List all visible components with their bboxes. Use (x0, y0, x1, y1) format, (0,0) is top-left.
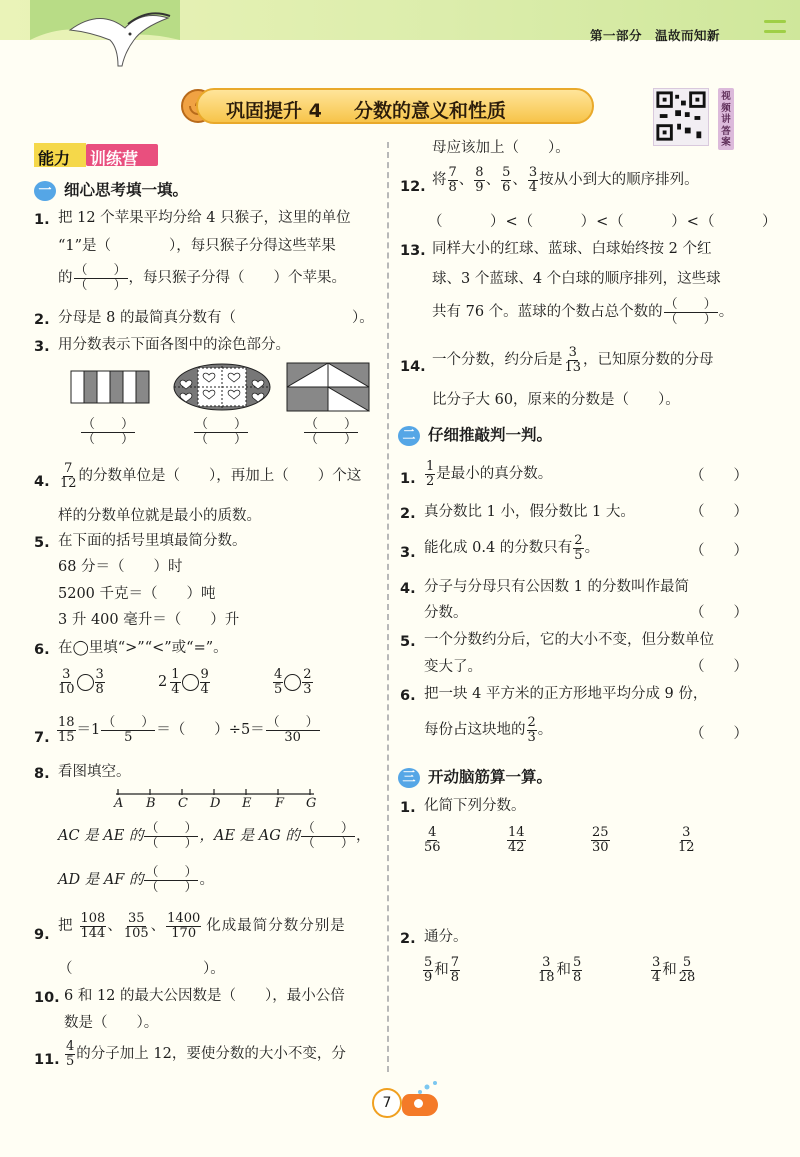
q14-text: ，已知原分数的分母 (583, 351, 714, 368)
fraction: 3 4 (528, 165, 538, 195)
equals: ＝1 (76, 721, 101, 738)
simplify-fraction: 3 12 (678, 825, 695, 855)
ability-label: 能力 (34, 143, 86, 167)
q13-text: 。 (718, 303, 734, 320)
q4-number: 4. (34, 474, 50, 490)
section-title: 细心思考填一填。 (64, 181, 189, 199)
q13-line2: 球、3 个蓝球、4 个白球的顺序排列，这些球 (432, 271, 721, 287)
q14-line1 (432, 346, 714, 374)
judge-5-number: 5. (400, 634, 416, 650)
q12-answer-line[interactable]: （ ）<（ ）<（ ）<（ ） (428, 214, 778, 230)
q12-text: 按从小到大的顺序排列。 (539, 171, 699, 188)
judge-3-number: 3. (400, 545, 416, 561)
section-title: 仔细推敲判一判。 (428, 426, 553, 444)
section-number: 三 (398, 768, 420, 788)
simplify-fraction: 14 42 (508, 825, 525, 855)
q5-item-a: 68 分＝（ ）时 (58, 559, 183, 575)
q6-text: 在◯里填“>”“<”或“=”。 (58, 640, 228, 656)
section-number: 二 (398, 426, 420, 446)
calc-1-number: 1. (400, 800, 416, 816)
judge-6-statement-cont (424, 716, 552, 744)
striped-rectangle-figure (70, 370, 150, 404)
judge-6-number: 6. (400, 688, 416, 704)
q10-line2: 数是（ ）。 (64, 1015, 159, 1031)
calc-1-text: 化简下列分数。 (424, 798, 526, 814)
qr-code-icon[interactable] (653, 88, 709, 146)
q14-number: 14. (400, 359, 426, 375)
answer-fraction-blank[interactable]: （ ） （ ） (145, 865, 198, 895)
q12-text: 将 (432, 171, 447, 188)
equals: ＝（ ）÷5＝ (156, 721, 265, 738)
page-number: 7 (372, 1088, 402, 1118)
judge-text: 。 (537, 721, 553, 738)
q8-text: AC 是 AE 的 (58, 827, 144, 844)
fraction: 5 9 (424, 955, 433, 985)
fraction: 4 5 (274, 667, 283, 697)
fraction: 9 4 (200, 667, 209, 697)
answer-fraction-blank[interactable]: （ ） （ ） (664, 297, 717, 327)
judge-4-statement-cont: 分数。 (424, 605, 468, 621)
q11-line1 (64, 1040, 346, 1068)
q8-text: ， (355, 827, 371, 844)
q5-number: 5. (34, 535, 50, 551)
answer-fraction-blank[interactable]: （ ） 5 (102, 715, 155, 745)
point-label: F (275, 796, 285, 811)
section-title: 开动脑筋算一算。 (428, 768, 553, 786)
q6-item-2 (158, 668, 211, 696)
fraction: 3 13 (564, 345, 582, 375)
simplify-fraction: 25 30 (592, 825, 609, 855)
fraction: 3 10 (58, 667, 75, 697)
q14-text: 一个分数，约分后是 (432, 351, 563, 368)
q11-number: 11. (34, 1052, 60, 1068)
section-2-heading (398, 423, 552, 446)
fraction: 5 28 (678, 955, 696, 985)
q12-line1 (432, 166, 699, 194)
calc-2-number: 2. (400, 931, 416, 947)
q9-text: 化成最简分数分别是 (206, 917, 346, 934)
judge-4-statement: 分子与分母只有公因数 1 的分数叫作最简 (424, 579, 689, 595)
fraction: 3 8 (95, 667, 104, 697)
judge-2-statement: 真分数比 1 小，假分数比 1 大。 (424, 504, 635, 520)
point-label: B (146, 796, 156, 811)
judge-5-statement: 一个分数约分后，它的大小不变，但分数单位 (424, 632, 714, 648)
common-denominator-pair (422, 956, 461, 984)
q7-number: 7. (34, 730, 50, 746)
separator: 、 (512, 171, 527, 188)
and-word: 和 (556, 961, 572, 978)
q13-line1: 同样大小的红球、蓝球、白球始终按 2 个红 (432, 241, 712, 257)
fraction: 1 2 (426, 459, 435, 489)
answer-fraction-blank[interactable]: （ ） （ ） (301, 821, 354, 851)
q2-text: 分母是 8 的最简真分数有（ ）。 (58, 310, 374, 326)
common-denominator-pair (536, 956, 583, 984)
fraction: 7 12 (60, 461, 77, 491)
fraction: 4 5 (66, 1039, 75, 1069)
judge-4-number: 4. (400, 581, 416, 597)
judge-answer-box[interactable]: （ ） (690, 468, 748, 484)
q1-line1: 把 12 个苹果平均分给 4 只猴子，这里的单位 (58, 210, 351, 226)
answer-fraction-blank[interactable]: （ ） （ ） (82, 417, 135, 447)
common-denominator-pair (650, 956, 697, 984)
fraction: 2 3 (527, 715, 536, 745)
answer-fraction-blank[interactable]: （ ） （ ） (195, 417, 248, 447)
compare-circle[interactable] (182, 674, 199, 691)
q1-text: 的 (58, 269, 73, 286)
q6-item-1 (56, 668, 106, 696)
separator: 、 (107, 917, 122, 934)
judge-answer-box[interactable]: （ ） (690, 726, 748, 742)
section-1-heading (34, 178, 188, 201)
q8-number: 8. (34, 766, 50, 782)
judge-text: 能化成 0.4 的分数只有 (424, 539, 573, 556)
heart-oval-figure (172, 362, 272, 412)
fraction: 7 8 (450, 955, 460, 985)
lesson-number: 巩固提升 4 (226, 100, 322, 122)
section-3-heading (398, 765, 552, 788)
q11-text: 的分子加上 12，要使分数的大小不变，分 (76, 1045, 346, 1062)
ability-badge (34, 143, 162, 169)
point-label: E (242, 796, 252, 811)
lesson-title: 分数的意义和性质 (354, 100, 507, 122)
q13-line3 (432, 298, 733, 326)
q8-line1 (58, 822, 370, 850)
q3-text: 用分数表示下面各图中的涂色部分。 (58, 337, 290, 353)
q5-item-b: 5200 千克＝（ ）吨 (58, 586, 216, 602)
simplify-fraction: 4 56 (424, 825, 441, 855)
q4-text: 的分数单位是（ ），再加上（ ）个这 (78, 467, 362, 484)
judge-2-number: 2. (400, 506, 416, 522)
separator: 、 (150, 917, 166, 934)
training-camp-label: 训练营 (86, 144, 158, 166)
and-word: 和 (434, 961, 449, 978)
q10-line1: 6 和 12 的最大公因数是（ ），最小公倍 (64, 988, 345, 1004)
q11-line2: 母应该加上（ ）。 (432, 140, 570, 156)
q13-text: 共有 76 个。蓝球的个数占总个数的 (432, 303, 663, 320)
header-bar (764, 30, 786, 33)
q8-text: 。 (199, 871, 214, 888)
judge-5-statement-cont: 变大了。 (424, 659, 482, 675)
point-label: A (114, 796, 124, 811)
judge-answer-box[interactable]: （ ） (690, 605, 748, 621)
fraction: 1400 170 (167, 911, 201, 941)
fraction: 2 3 (303, 667, 312, 697)
q14-line2: 比分子大 60，原来的分数是（ ）。 (432, 392, 680, 408)
q6-number: 6. (34, 642, 50, 658)
q9-text: 把 (58, 917, 73, 934)
whole-number: 2 (158, 673, 168, 690)
q1-line2: “1”是（ ），每只猴子分得这些苹果 (58, 238, 336, 254)
bubbles-icon (416, 1080, 440, 1096)
q5-text: 在下面的括号里填最简分数。 (58, 533, 247, 549)
fraction: 5 8 (573, 955, 582, 985)
q8-line2 (58, 866, 214, 894)
lesson-title-banner (196, 88, 594, 124)
video-answer-label: 视频讲答案 (718, 88, 734, 150)
fraction: 2 5 (574, 533, 583, 563)
answer-fraction-blank[interactable]: （ ） （ ） (74, 263, 127, 293)
fraction: 7 8 (448, 165, 457, 195)
q13-number: 13. (400, 243, 426, 259)
separator: 、 (485, 171, 501, 188)
q1-text: ，每只猴子分得（ ）个苹果。 (128, 269, 347, 286)
q12-number: 12. (400, 179, 426, 195)
judge-answer-box[interactable]: （ ） (690, 659, 748, 675)
calc-2-text: 通分。 (424, 929, 468, 945)
q3-number: 3. (34, 339, 50, 355)
judge-1-statement (424, 460, 552, 488)
number-line-labels (110, 797, 320, 811)
submarine-icon (402, 1094, 438, 1116)
judge-answer-box[interactable]: （ ） (690, 543, 748, 559)
fraction: 18 15 (58, 715, 75, 745)
q8-text: AD 是 AF 的 (58, 871, 144, 888)
q7-equation (56, 716, 321, 744)
judge-3-statement (424, 534, 599, 562)
judge-1-number: 1. (400, 471, 416, 487)
q1-line3 (58, 264, 346, 292)
and-word: 和 (662, 961, 677, 978)
triangle-square-figure (286, 362, 370, 412)
separator: 、 (458, 171, 474, 188)
q4-line1 (58, 462, 361, 490)
fraction: 3 18 (538, 955, 555, 985)
q9-number: 9. (34, 927, 50, 943)
seagull-illustration (30, 0, 180, 72)
q6-item-3 (272, 668, 314, 696)
section-number: 一 (34, 181, 56, 201)
fraction: 35 105 (123, 911, 149, 941)
fraction: 8 9 (475, 165, 484, 195)
q10-number: 10. (34, 990, 60, 1006)
header-bar (764, 20, 786, 23)
compare-circle[interactable] (284, 674, 301, 691)
judge-text: 。 (584, 539, 600, 556)
judge-text: 每份占这块地的 (424, 721, 526, 738)
q9-line1 (58, 912, 346, 940)
answer-fraction-blank[interactable]: （ ） 30 (266, 715, 319, 745)
point-label: G (306, 796, 317, 811)
q2-number: 2. (34, 312, 50, 328)
judge-answer-box[interactable]: （ ） (690, 504, 748, 520)
q9-line2: （ ）。 (58, 961, 225, 977)
compare-circle[interactable] (77, 674, 94, 691)
point-label: D (210, 796, 221, 811)
q8-text: 看图填空。 (58, 764, 131, 780)
judge-6-statement: 把一块 4 平方米的正方形地平均分成 9 份， (424, 686, 708, 702)
point-label: C (178, 796, 188, 811)
answer-fraction-blank[interactable]: （ ） （ ） (145, 821, 198, 851)
judge-text: 是最小的真分数。 (436, 465, 553, 482)
fraction: 108 144 (80, 911, 106, 941)
q5-item-c: 3 升 400 毫升＝（ ）升 (58, 612, 240, 628)
header-title: 第一部分 温故而知新 (590, 28, 721, 43)
fraction: 3 4 (652, 955, 661, 985)
page-header (0, 0, 800, 72)
q8-text: ，AE 是 AG 的 (199, 827, 300, 844)
fraction: 5 6 (502, 165, 511, 195)
q4-line2: 样的分数单位就是最小的质数。 (58, 508, 261, 524)
q1-number: 1. (34, 212, 50, 228)
answer-fraction-blank[interactable]: （ ） （ ） (305, 417, 358, 447)
fraction: 1 4 (171, 667, 180, 697)
column-divider (387, 142, 389, 1072)
